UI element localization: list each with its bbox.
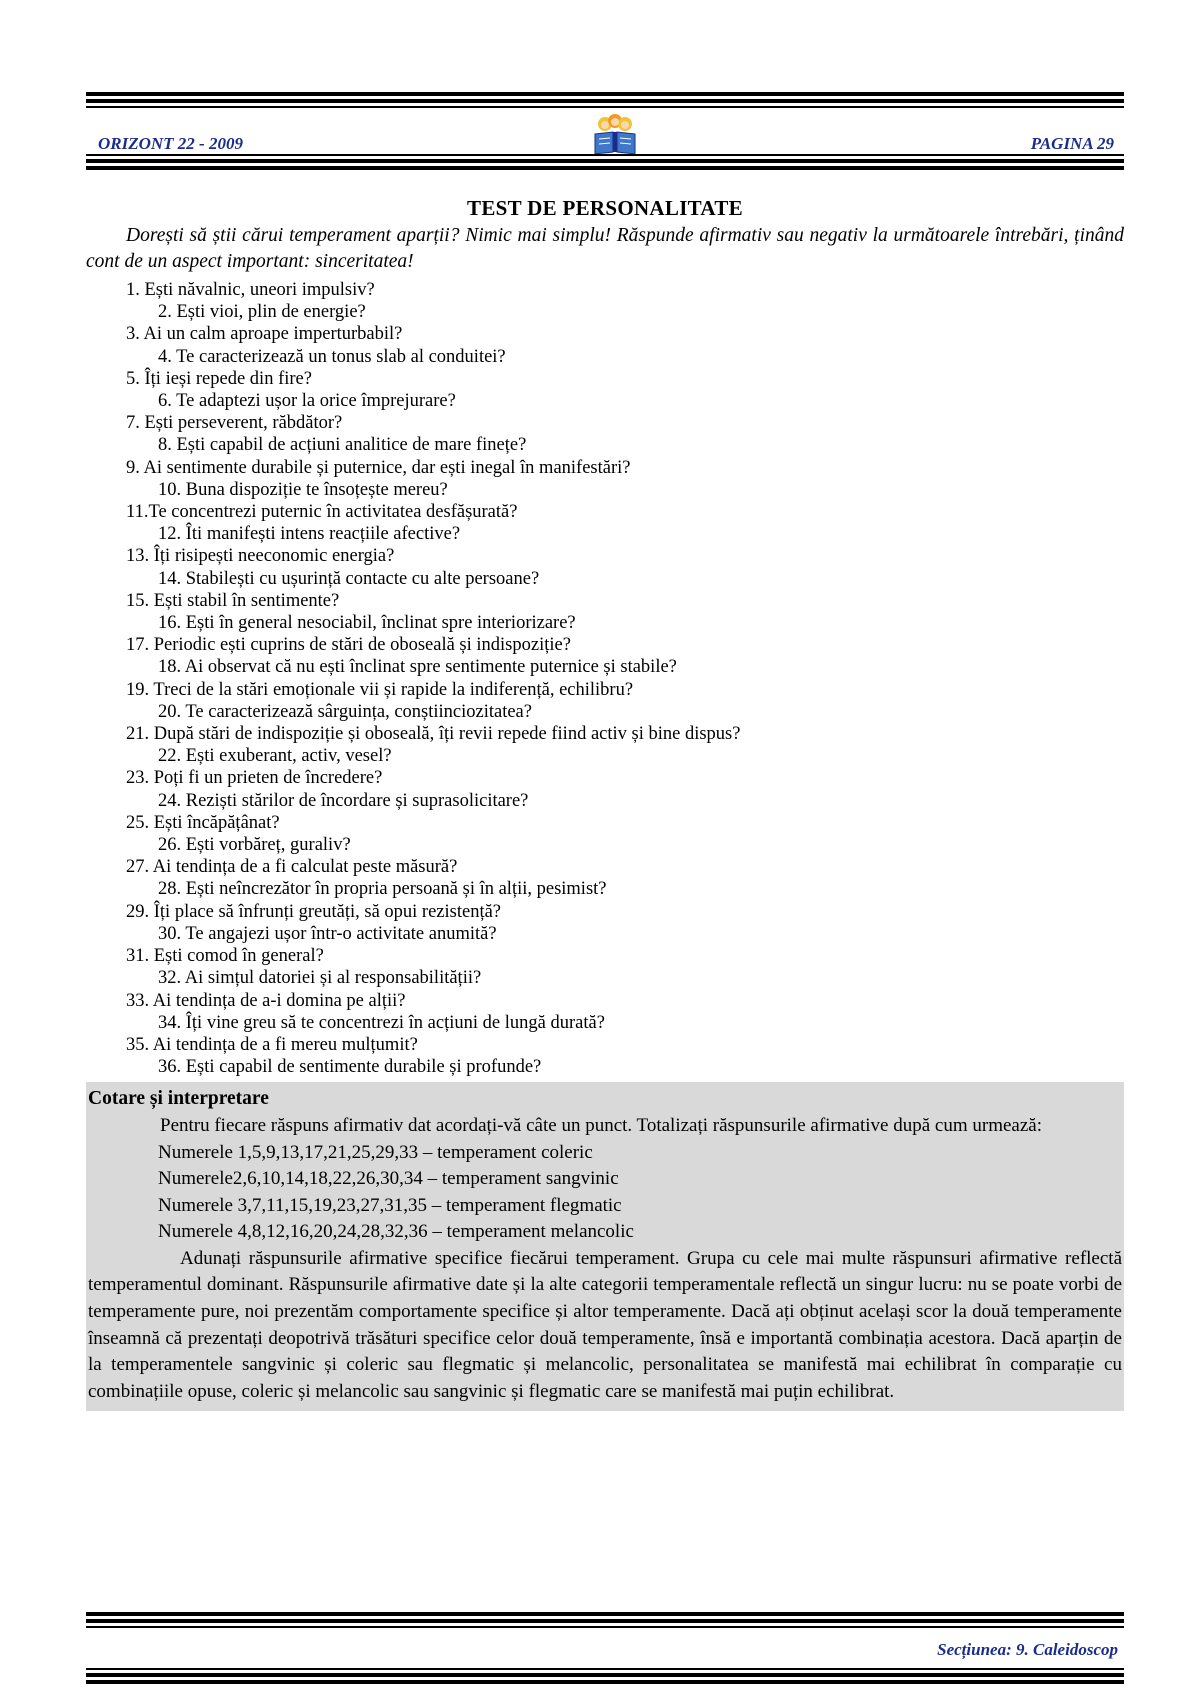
question-item: 13. Îți risipești neeconomic energia? bbox=[126, 546, 395, 567]
scoring-list-item: Numerele 3,7,11,15,19,23,27,31,35 – temperament flegmatic bbox=[158, 1194, 622, 1216]
rule bbox=[86, 166, 1124, 170]
rule bbox=[86, 1680, 1124, 1684]
question-item: 20. Te caracterizează sârguința, conștiinciozitatea? bbox=[158, 701, 532, 722]
question-item: 23. Poți fi un prieten de încredere? bbox=[126, 768, 383, 789]
question-item: 18. Ai observat că nu ești înclinat spre sentimente puternice și stabile? bbox=[158, 657, 677, 678]
question-item: 4. Te caracterizează un tonus slab al conduitei? bbox=[158, 346, 506, 367]
rule bbox=[86, 159, 1124, 163]
question-item: 32. Ai simțul datoriei și al responsabilității? bbox=[158, 968, 482, 989]
header-top-rules bbox=[86, 92, 1124, 108]
section-label: Secțiunea: 9. Caleidoscop bbox=[937, 1640, 1118, 1659]
question-item: 28. Ești neîncrezător în propria persoană și în alții, pesimist? bbox=[158, 879, 607, 900]
question-item: 16. Ești în general nesociabil, înclinat spre interiorizare? bbox=[158, 613, 576, 634]
question-item: 34. Îți vine greu să te concentrezi în acțiuni de lungă durată? bbox=[158, 1012, 605, 1033]
footer-top-rules bbox=[86, 1612, 1124, 1628]
question-item: 10. Buna dispoziție te însoțește mereu? bbox=[158, 479, 448, 500]
question-item: 19. Treci de la stări emoționale vii și rapide la indiferență, echilibru? bbox=[126, 679, 634, 700]
rule bbox=[86, 1612, 1124, 1616]
question-item: 30. Te angajezi ușor într-o activitate anumită? bbox=[158, 923, 497, 944]
question-item: 1. Ești năvalnic, uneori impulsiv? bbox=[126, 280, 375, 300]
scoring-title: Cotare și interpretare bbox=[88, 1088, 269, 1110]
publication-label: ORIZONT 22 - 2009 bbox=[98, 134, 243, 153]
scoring-list-item: Numerele 4,8,12,16,20,24,28,32,36 – temperament melancolic bbox=[158, 1221, 634, 1243]
scoring-list-item: Numerele 1,5,9,13,17,21,25,29,33 – temperament coleric bbox=[158, 1141, 593, 1163]
question-item: 3. Ai un calm aproape imperturbabil? bbox=[126, 324, 403, 345]
rule bbox=[86, 1673, 1124, 1677]
question-item: 15. Ești stabil în sentimente? bbox=[126, 590, 340, 611]
interpretation-paragraph: Adunați răspunsurile afirmative specifice fiecărui temperament. Grupa cu cele mai multe răspunsuri afirmative reflectă temperamentul dominant. Răspunsurile afirmative date și la alte categorii temperamentale reflectă un singur lucru: nu se poate vorbi de temperamente pure, noi prezentăm comportamente specifice și altor temperamente. Dacă ați obținut același scor la două temperamente înseamnă că prezentați deopotrivă trăsături specifice celor două temperamente, însă e importantă combinația acestora. Dacă aparțin de la temperamentele sangvinic și coleric sau flegmatic și melancolic, personalitatea se manifestă mai echilibrat în comparație cu combinațiile opuse, coleric și melancolic sau sangvinic și flegmatic care se manifestă mai puțin echilibrat. bbox=[88, 1247, 1122, 1402]
article-title: TEST DE PERSONALITATE bbox=[467, 196, 743, 220]
scoring-list bbox=[86, 1140, 1124, 1246]
question-item: 5. Îți ieși repede din fire? bbox=[126, 368, 312, 389]
page-footer bbox=[86, 1612, 1124, 1684]
page-number: PAGINA 29 bbox=[1030, 134, 1114, 153]
rule bbox=[86, 99, 1124, 103]
question-item: 36. Ești capabil de sentimente durabile și profunde? bbox=[158, 1057, 542, 1078]
question-item: 24. Reziști stărilor de încordare și suprasolicitare? bbox=[158, 790, 529, 811]
question-item: 6. Te adaptezi ușor la orice împrejurare? bbox=[158, 391, 456, 412]
header-bottom-rules bbox=[86, 154, 1124, 170]
question-item: 12. Îti manifești intens reacțiile afective? bbox=[158, 524, 461, 545]
question-item: 9. Ai sentimente durabile și puternice, dar ești inegal în manifestări? bbox=[126, 457, 631, 478]
page-header bbox=[86, 108, 1124, 154]
scoring-box bbox=[86, 1082, 1124, 1411]
question-item: 17. Periodic ești cuprins de stări de oboseală și indispoziție? bbox=[126, 635, 571, 656]
rule bbox=[86, 1668, 1124, 1670]
footer-bottom-rules bbox=[86, 1668, 1124, 1684]
question-item: 26. Ești vorbăreț, guraliv? bbox=[158, 835, 351, 856]
question-item: 27. Ai tendința de a fi calculat peste măsură? bbox=[126, 857, 458, 878]
rule bbox=[86, 154, 1124, 156]
rule bbox=[86, 1619, 1124, 1623]
question-item: 25. Ești încăpățânat? bbox=[126, 812, 280, 833]
question-item: 2. Ești vioi, plin de energie? bbox=[158, 302, 366, 323]
question-item: 21. După stări de indispoziție și oboseală, îți revii repede fiind activ și bine dispus? bbox=[126, 724, 741, 745]
question-item: 35. Ai tendința de a fi mereu mulțumit? bbox=[126, 1034, 418, 1055]
question-list bbox=[86, 279, 1124, 1078]
footer-row bbox=[86, 1628, 1124, 1668]
question-item: 11.Te concentrezi puternic în activitatea desfășurată? bbox=[126, 502, 518, 523]
question-item: 29. Îți place să înfrunți greutăți, să opui rezistență? bbox=[126, 901, 502, 922]
question-item: 8. Ești capabil de acțiuni analitice de mare finețe? bbox=[158, 435, 527, 456]
question-item: 31. Ești comod în general? bbox=[126, 946, 324, 967]
reading-children-logo bbox=[591, 112, 639, 158]
intro-paragraph: Dorești să știi cărui temperament aparții? Nimic mai simplu! Răspunde afirmativ sau negativ la următoarele întrebări, ținând cont de un aspect important: sinceritatea! bbox=[86, 225, 1124, 272]
question-item: 22. Ești exuberant, activ, vesel? bbox=[158, 746, 392, 767]
scoring-list-item: Numerele2,6,10,14,18,22,26,30,34 – temperament sangvinic bbox=[158, 1168, 619, 1190]
page bbox=[86, 92, 1124, 1411]
question-item: 33. Ai tendința de a-i domina pe alții? bbox=[126, 990, 406, 1011]
question-item: 14. Stabilești cu ușurință contacte cu alte persoane? bbox=[158, 568, 540, 589]
question-item: 7. Ești perseverent, răbdător? bbox=[126, 413, 343, 434]
scoring-paragraph: Pentru fiecare răspuns afirmativ dat acordați-vă câte un punct. Totalizați răspunsurile afirmative după cum urmează: bbox=[160, 1114, 1042, 1136]
rule bbox=[86, 92, 1124, 96]
